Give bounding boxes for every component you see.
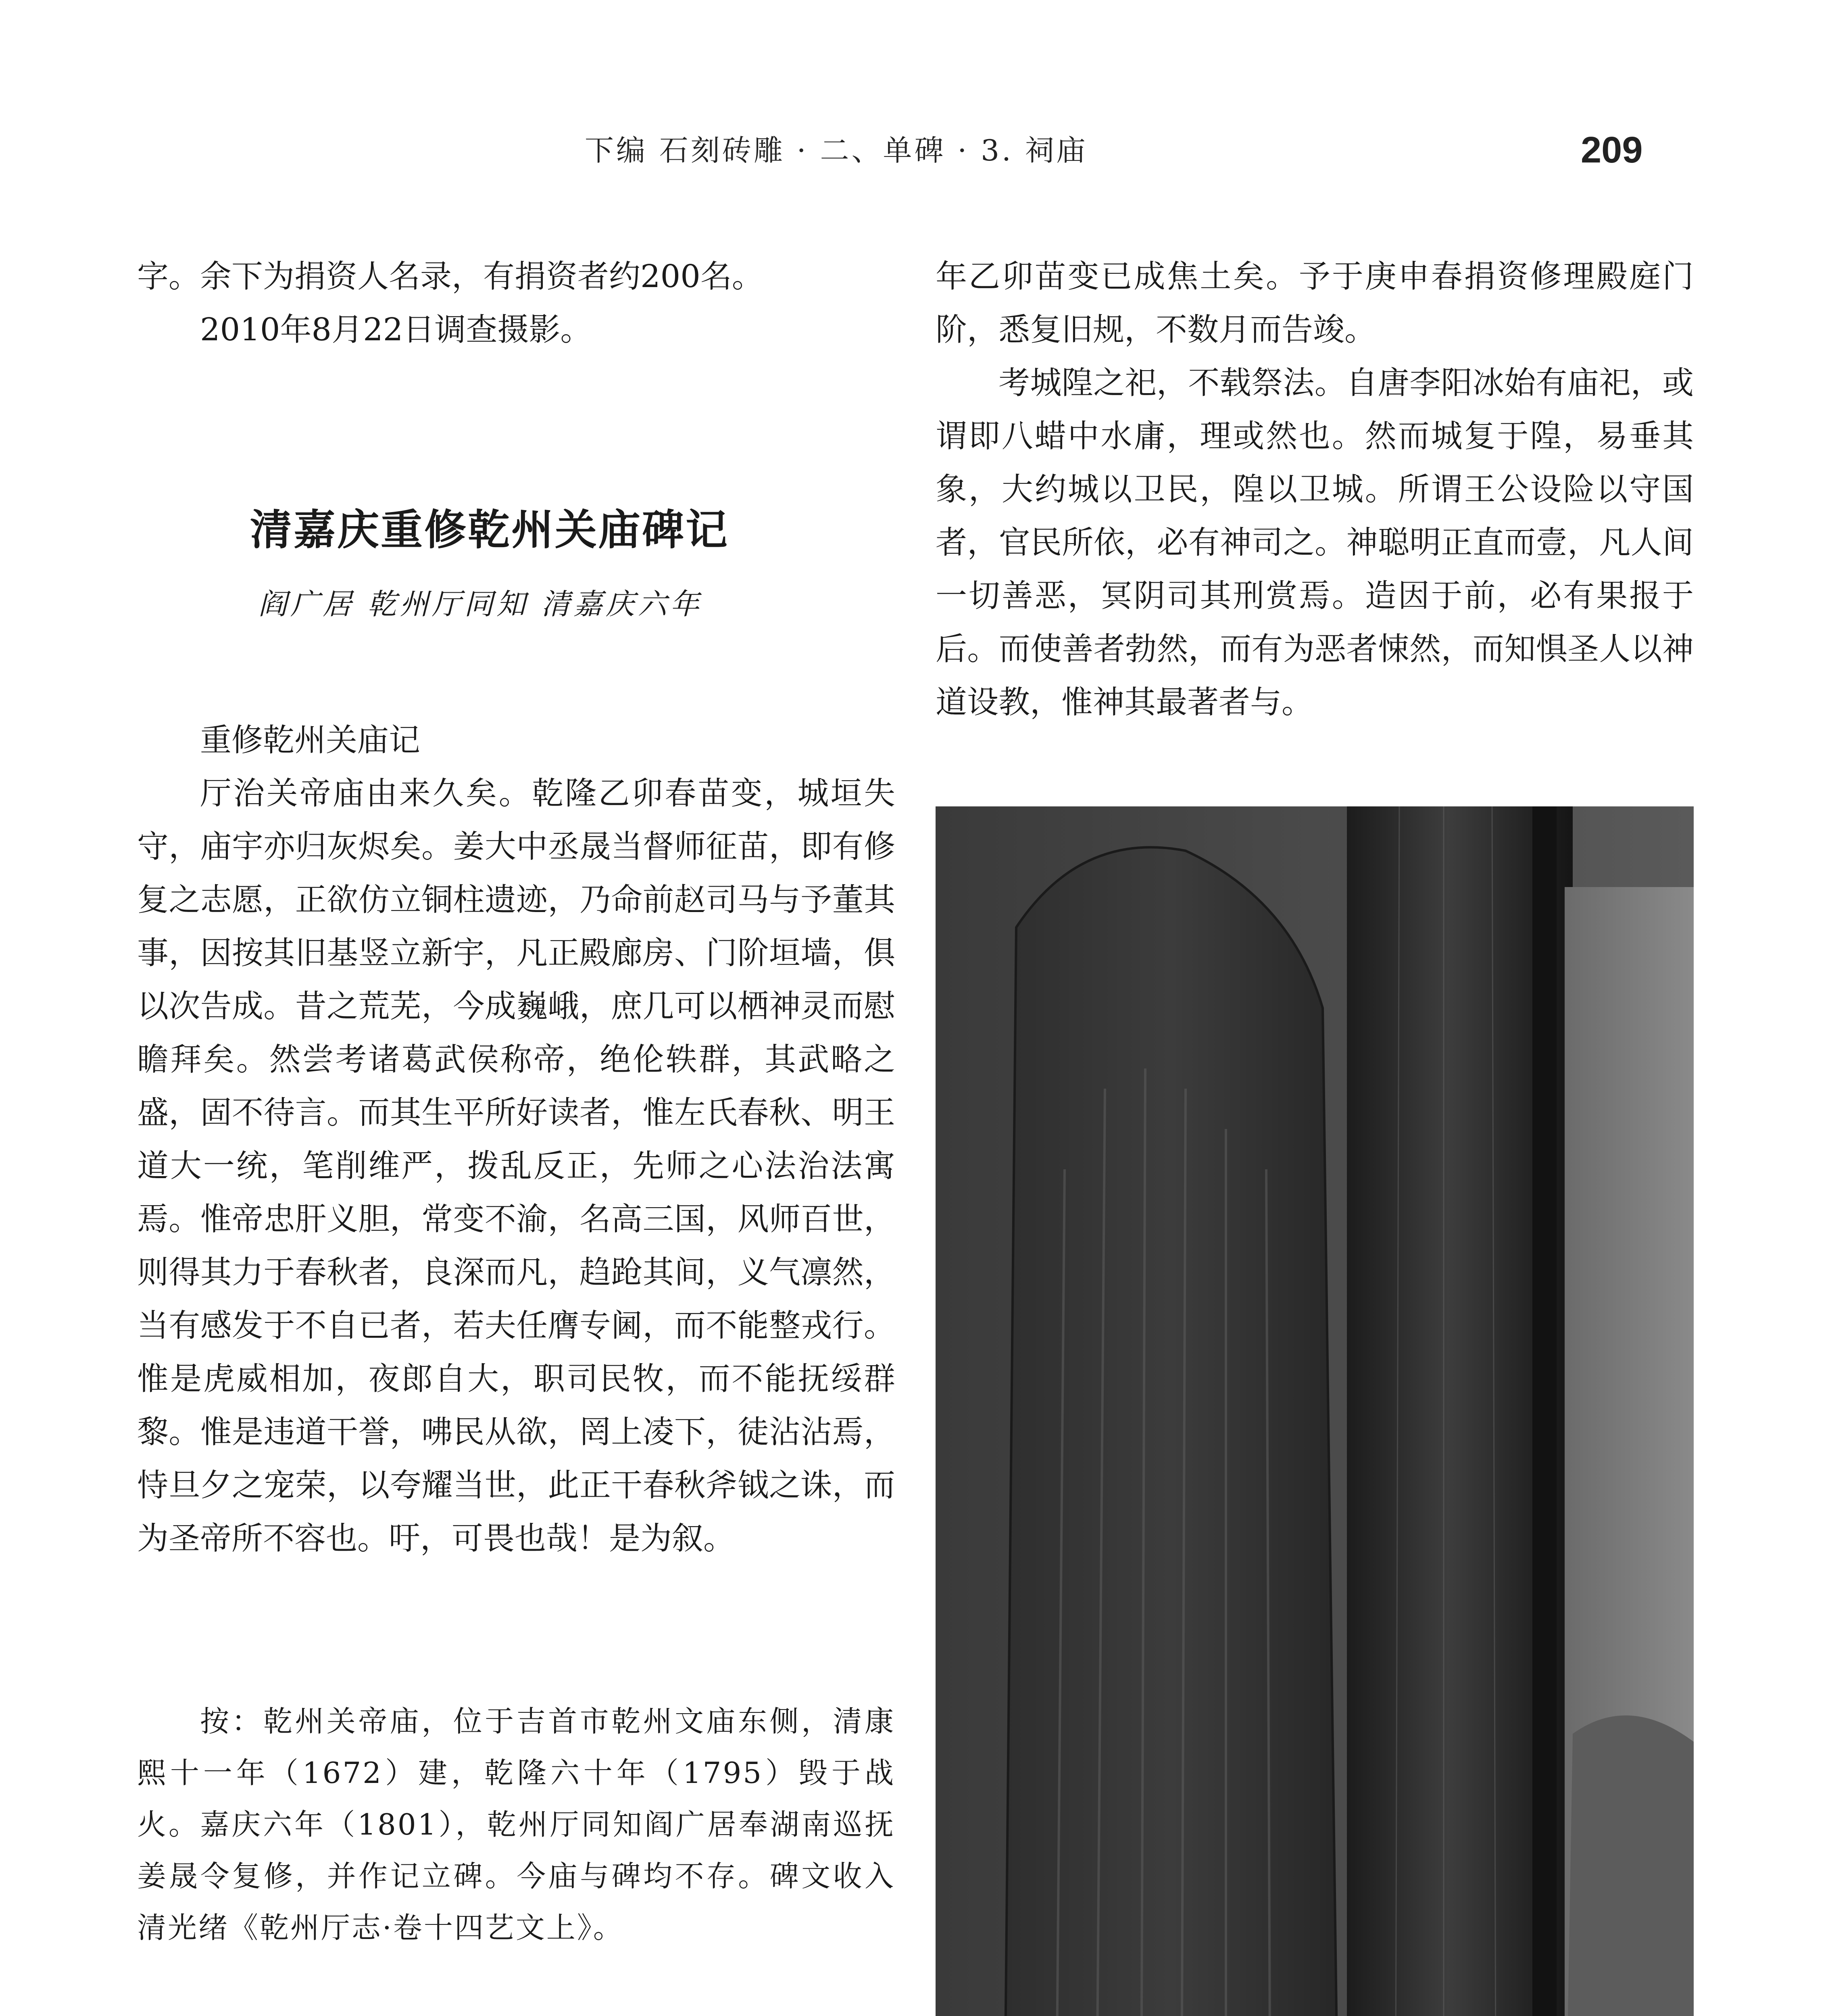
survey-date-line: 2010年8月22日调查摄影。 <box>200 312 592 348</box>
article-body <box>137 714 895 1565</box>
article-body-continued <box>936 250 1694 729</box>
article-subtitle: 重修乾州关庙记 <box>200 722 421 758</box>
running-header: 下编 石刻砖雕 · 二、单碑 · 3. 祠庙 <box>585 133 1088 167</box>
article-byline: 阎广居 乾州厅同知 清嘉庆六年 <box>258 587 702 621</box>
note-paragraph: 按：乾州关帝庙，位于吉首市乾州文庙东侧，清康熙十一年（1672）建，乾隆六十年（1795）毁于战火。嘉庆六年（1801），乾州厅同知阎广居奉湖南巡抚姜晟令复修，并作记立碑。今庙与碑均不存。碑文收入清光绪《乾州厅志·卷十四艺文上》。 <box>137 1704 895 1945</box>
article-title: 清嘉庆重修乾州关庙碑记 <box>250 507 729 554</box>
continuation-line: 字。余下为捐资人名录，有捐资者约200名。 <box>137 258 763 295</box>
stele-photo <box>936 806 1694 2016</box>
article-paragraph: 年乙卯苗变已成焦土矣。予于庚申春捐资修理殿庭门阶，悉复旧规，不数月而告竣。 <box>936 258 1694 348</box>
continuation-text <box>137 250 895 356</box>
editor-note <box>137 1695 895 1954</box>
article-paragraph: 考城隍之祀，不载祭法。自唐李阳冰始有庙祀，或谓即八蜡中水庸，理或然也。然而城复于隍，易垂其象，大约城以卫民，隍以卫城。所谓王公设险以守国者，官民所依，必有神司之。神聪明正直而壹，凡人间一切善恶，冥阴司其刑赏焉。造因于前，必有果报于后。而使善者勃然，而有为恶者悚然，而知惧圣人以神道设教，惟神其最著者与。 <box>936 365 1694 721</box>
page-number: 209 <box>1581 129 1643 171</box>
article-paragraph: 厅治关帝庙由来久矣。乾隆乙卯春苗变，城垣失守，庙宇亦归灰烬矣。姜大中丞晟当督师征苗，即有修复之志愿，正欲仿立铜柱遗迹，乃命前赵司马与予董其事，因按其旧基竖立新宇，凡正殿廊房、门阶垣墙，俱以次告成。昔之荒芜，今成巍峨，庶几可以栖神灵而慰瞻拜矣。然尝考诸葛武侯称帝，绝伦轶群，其武略之盛，固不待言。而其生平所好读者，惟左氏春秋、明王道大一统，笔削维严，拨乱反正，先师之心法治法寓焉。惟帝忠肝义胆，常变不渝，名高三国，风师百世，则得其力于春秋者，良深而凡，趋跄其间，义气凛然，当有感发于不自已者，若夫任膺专阃，而不能整戎行。惟是虎威相加，夜郎自大，职司民牧，而不能抚绥群黎。惟是违道干誉，咈民从欲，罔上凌下，徒沾沾焉，恃旦夕之宠荣，以夸耀当世，此正干春秋斧钺之诛，而为圣帝所不容也。吁，可畏也哉！是为叙。 <box>137 775 895 1557</box>
